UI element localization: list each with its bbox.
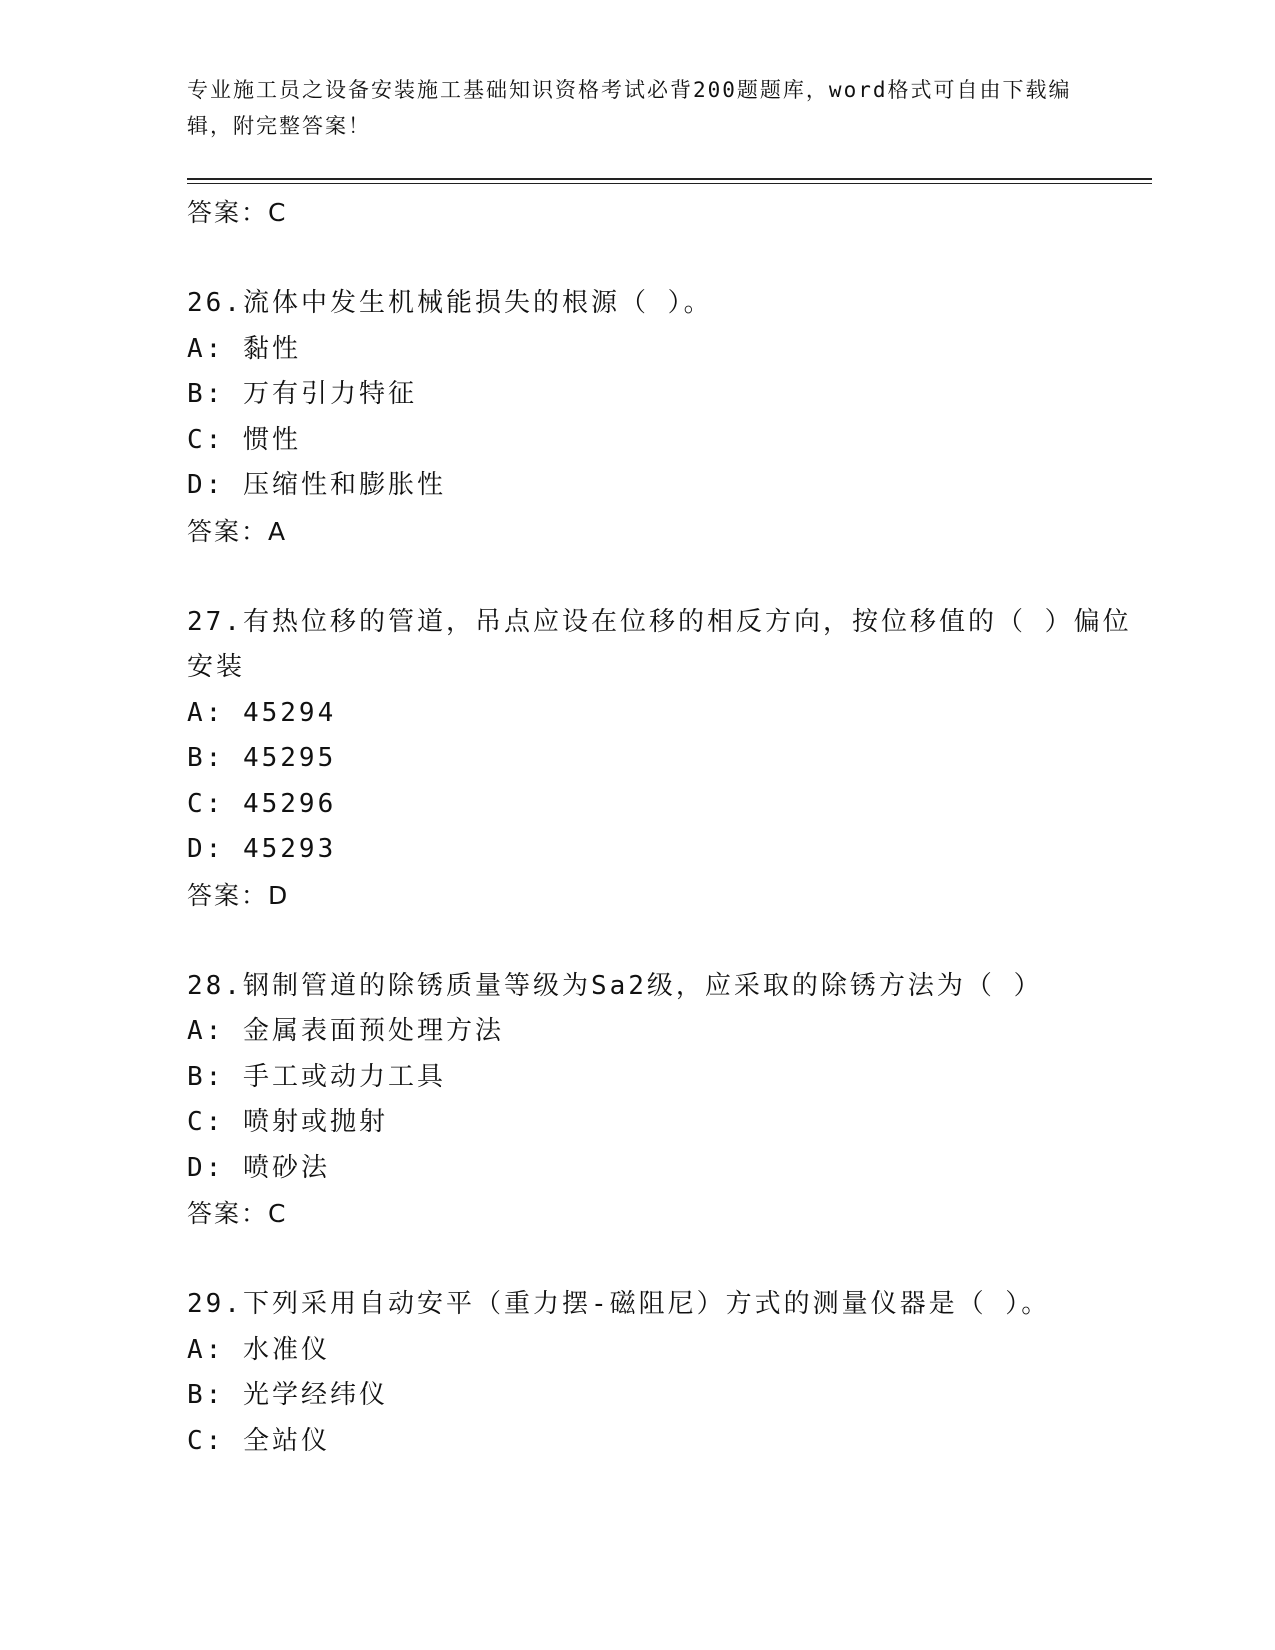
option-a: A: 黏性 (187, 333, 301, 364)
option-b: B: 万有引力特征 (187, 379, 417, 409)
option-d: D: 压缩性和膨胀性 (187, 470, 446, 500)
question-text: 29.下列采用自动安平（重力摆-磁阻尼）方式的测量仪器是（ ）。 (187, 1289, 1051, 1319)
option-b: B: 45295 (187, 743, 337, 773)
option-c: C: 全站仪 (187, 1425, 330, 1456)
option-a: A: 45294 (187, 697, 337, 728)
answer-28: 答案：C (187, 1199, 288, 1228)
option-c: C: 45296 (187, 788, 337, 819)
answer-27: 答案：D (187, 880, 290, 910)
option-b: B: 光学经纬仪 (187, 1380, 388, 1410)
option-d: D: 喷砂法 (187, 1152, 330, 1183)
header-divider (187, 178, 1152, 184)
page-header (187, 72, 1087, 144)
option-c: C: 喷射或抛射 (187, 1107, 388, 1137)
option-a: A: 金属表面预处理方法 (187, 1016, 504, 1046)
answer-25: 答案：C (187, 198, 288, 227)
question-text: 27.有热位移的管道，吊点应设在位移的相反方向，按位移值的（ ）偏位安装 (187, 606, 1132, 682)
document-body (187, 190, 1152, 1464)
question-26 (187, 281, 1152, 554)
document-title: 专业施工员之设备安装施工基础知识资格考试必背200题题库，word格式可自由下载编辑，附完整答案！ (187, 78, 1072, 138)
question-28 (187, 964, 1152, 1237)
answer-26: 答案：A (187, 516, 288, 546)
option-a: A: 水准仪 (187, 1334, 330, 1365)
option-d: D: 45293 (187, 834, 337, 864)
question-29 (187, 1282, 1152, 1464)
option-c: C: 惯性 (187, 424, 301, 455)
option-b: B: 手工或动力工具 (187, 1061, 446, 1092)
question-27 (187, 600, 1152, 918)
question-text: 26.流体中发生机械能损失的根源（ ）。 (187, 288, 713, 318)
question-text: 28.钢制管道的除锈质量等级为Sa2级，应采取的除锈方法为（ ） (187, 970, 1043, 1001)
